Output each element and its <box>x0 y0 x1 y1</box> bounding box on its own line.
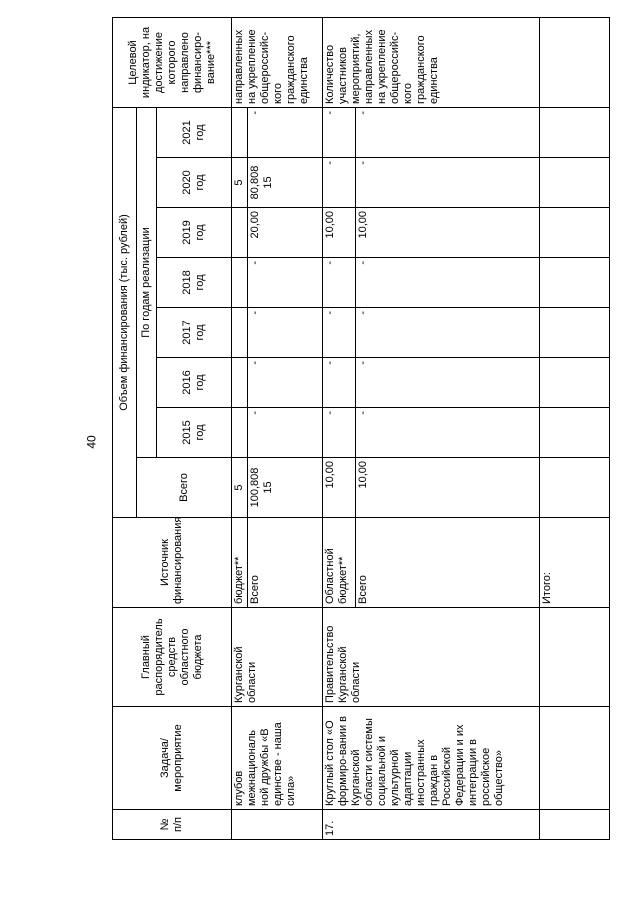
total-2017 <box>540 308 610 358</box>
header-funding: Объем финансирования (тыс. рублей) <box>113 107 137 517</box>
total-task <box>540 707 610 810</box>
row16-2020-a: 5 <box>232 158 248 208</box>
total-label: Итого: <box>540 518 610 608</box>
row16-2021-a <box>232 107 248 157</box>
header-year-2018: 2018 год <box>157 258 232 308</box>
row16-2017-a <box>232 308 248 358</box>
total-sum <box>540 458 610 518</box>
header-year-2016: 2016 год <box>157 358 232 408</box>
row17-task: Круглый стол «О формиро-вании в Курганской области системы социальной и культурной адаптации иностранных граждан в Российской Федерации и их интеграции в российское общество» <box>323 707 540 810</box>
total-2019 <box>540 208 610 258</box>
row17-2017-b: - <box>356 308 540 358</box>
page-number-text: 40 <box>84 435 99 449</box>
row16-source-a: бюджет** <box>232 518 248 608</box>
row16-budget <box>232 17 248 839</box>
row17-2021-a: - <box>323 107 356 157</box>
row16-task: клубов межнациональ ной дружбы «В единстве - наша сила» <box>232 707 323 810</box>
header-year-2015: 2015 год <box>157 408 232 458</box>
row17-indicator: Количество участников мероприятий, направленных на укрепление общероссийс-кого гражданского единства <box>323 17 540 107</box>
row17-2019-a: 10,00 <box>323 208 356 258</box>
row16-2018-b: - <box>248 258 323 308</box>
row16-2018-a <box>232 258 248 308</box>
header-by-years: По годам реализации <box>137 107 157 457</box>
row16-2016-a <box>232 358 248 408</box>
header-row-1 <box>113 17 137 839</box>
header-task: Задача/ мероприятие <box>113 707 232 810</box>
total-2016 <box>540 358 610 408</box>
header-year-2021: 2021 год <box>157 107 232 157</box>
row16-2019-b: 20,00 <box>248 208 323 258</box>
row17-administrator: Правительство Курганской области <box>323 608 540 707</box>
row16-2015-a <box>232 408 248 458</box>
table-frame <box>112 18 617 840</box>
row16-2021-b: - <box>248 107 323 157</box>
total-row <box>540 17 610 839</box>
row17-2020-a: - <box>323 158 356 208</box>
row16-indicator: направленных на укрепление общероссийс-кого гражданского единства <box>232 17 323 107</box>
header-source: Источник финансирования <box>113 518 232 608</box>
row17-2019-b: 10,00 <box>356 208 540 258</box>
header-indicator: Целевой индикатор, на достижение которого направлено финансиро-вание*** <box>113 17 232 107</box>
total-num <box>540 810 610 840</box>
row16-total-a: 5 <box>232 458 248 518</box>
header-year-2020: 2020 год <box>157 158 232 208</box>
funding-table <box>112 17 610 840</box>
row17-2016-b: - <box>356 358 540 408</box>
row16-source-b: Всего <box>248 518 323 608</box>
total-2015 <box>540 408 610 458</box>
row16-2015-b: - <box>248 408 323 458</box>
row17-2015-b: - <box>356 408 540 458</box>
row17-2018-b: - <box>356 258 540 308</box>
rotated-table-wrapper <box>112 18 617 840</box>
page-number <box>80 430 104 454</box>
row17-2016-a: - <box>323 358 356 408</box>
row17-source-a: Областной бюджет** <box>323 518 356 608</box>
total-indicator <box>540 17 610 107</box>
row17-2018-a: - <box>323 258 356 308</box>
row16-2016-b: - <box>248 358 323 408</box>
row16-2017-b: - <box>248 308 323 358</box>
header-year-2017: 2017 год <box>157 308 232 358</box>
row17-total-a: 10,00 <box>323 458 356 518</box>
header-total: Всего <box>137 458 232 518</box>
total-2020 <box>540 158 610 208</box>
row17-2015-a: - <box>323 408 356 458</box>
header-year-2019: 2019 год <box>157 208 232 258</box>
total-2021 <box>540 107 610 157</box>
row16-2020-b: 80,808 15 <box>248 158 323 208</box>
row17-2021-b: - <box>356 107 540 157</box>
row17-budget <box>323 17 356 839</box>
row16-num <box>232 810 323 840</box>
row17-num: 17. <box>323 810 540 840</box>
total-2018 <box>540 258 610 308</box>
header-num: № п/п <box>113 810 232 840</box>
row16-administrator: Курганской области <box>232 608 323 707</box>
row16-total-b: 100,808 15 <box>248 458 323 518</box>
total-administrator <box>540 608 610 707</box>
row17-source-b: Всего <box>356 518 540 608</box>
row17-2017-a: - <box>323 308 356 358</box>
row17-2020-b: - <box>356 158 540 208</box>
row16-2019-a <box>232 208 248 258</box>
row17-total-b: 10,00 <box>356 458 540 518</box>
header-administrator: Главный распорядитель средств областного бюджета <box>113 608 232 707</box>
